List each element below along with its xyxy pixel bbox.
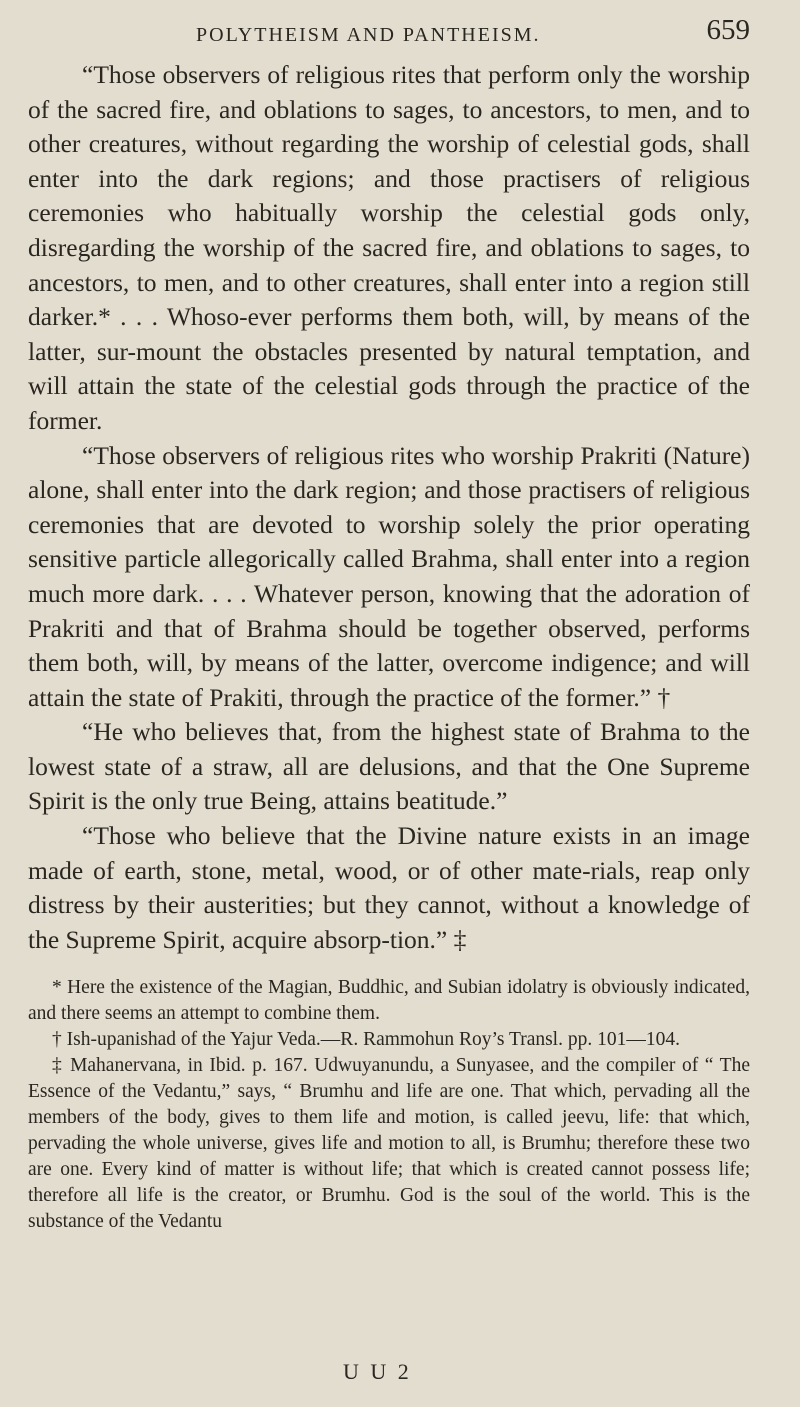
running-head: POLYTHEISM AND PANTHEISM. bbox=[196, 24, 541, 46]
paragraph: “Those who believe that the Divine nature exists in an image made of earth, stone, metal, wood, or of other mate-rials, reap only distress by their austerities; but they cannot, without a knowledge of the Supreme Spirit, acquire absorp-tion.” ‡ bbox=[28, 821, 750, 954]
paragraph: “He who believes that, from the highest state of Brahma to the lowest state of a straw, all are delusions, and that the One Supreme Spirit is the only true Being, attains beatitude.” bbox=[28, 717, 750, 816]
page-number: 659 bbox=[706, 14, 750, 46]
footnote: * Here the existence of the Magian, Buddhic, and Subian idolatry is obviously indicated, and there seems an attempt to combine them. bbox=[28, 977, 750, 1025]
main-text bbox=[28, 58, 750, 957]
page-header bbox=[28, 0, 750, 58]
footnotes bbox=[28, 975, 750, 1235]
footnote: ‡ Mahanervana, in Ibid. p. 167. Udwuyanundu, a Sunyasee, and the compiler of “ The Essence of the Vedantu,” says, “ Brumhu and life are one. That which, pervading all the members of the body, gives to them life and motion, is called jeevu, life: that which, pervading the whole universe, gives life and motion to all, is Brumhu; therefore these two are one. Every kind of matter is without life; that which is created cannot possess life; therefore all life is the creator, or Brumhu. God is the soul of the world. This is the substance of the Vedantu bbox=[28, 1055, 750, 1233]
signature-mark: U U 2 bbox=[343, 1359, 412, 1384]
footnote: † Ish-upanishad of the Yajur Veda.—R. Rammohun Roy’s Transl. pp. 101—104. bbox=[52, 1029, 680, 1051]
paragraph: “Those observers of religious rites that perform only the worship of the sacred fire, and oblations to sages, to ancestors, to men, and to other creatures, without regarding the worship of celestial gods, shall enter into the dark regions; and those practisers of religious ceremonies who habitually worship the celestial gods only, disregarding the worship of the sacred fire, and oblations to sages, to ancestors, to men, and to other creatures, shall enter into a region still darker.* . . . Whoso-ever performs them both, will, by means of the latter, sur-mount the obstacles presented by natural temptation, and will attain the state of the celestial gods through the practice of the former. bbox=[28, 60, 750, 435]
paragraph: “Those observers of religious rites who worship Prakriti (Nature) alone, shall enter into the dark region; and those practisers of religious ceremonies that are devoted to worship solely the prior operating sensitive particle allegorically called Brahma, shall enter into a region much more dark. . . . Whatever person, knowing that the adoration of Prakriti and that of Brahma should be together observed, performs them both, will, by means of the latter, overcome indigence; and will attain the state of Prakiti, through the practice of the former.” † bbox=[28, 440, 750, 712]
